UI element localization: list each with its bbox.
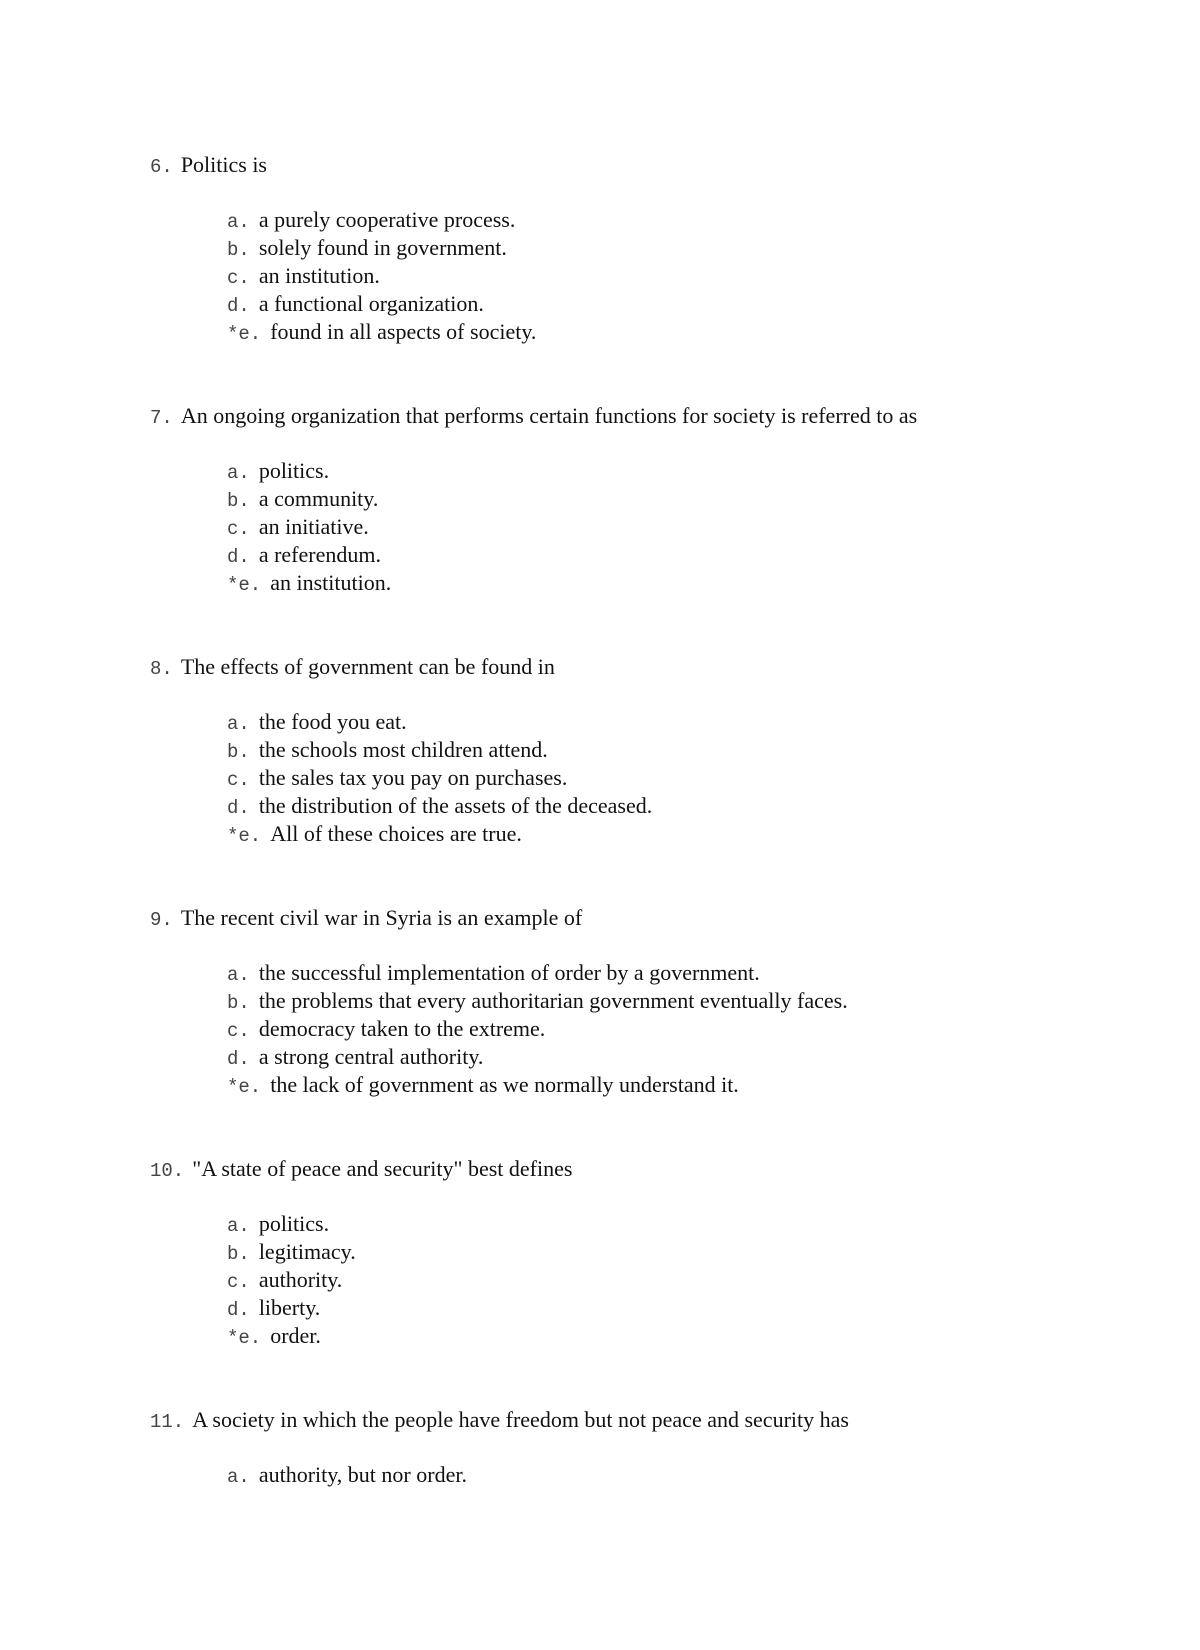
choice-label: *e.	[227, 1327, 262, 1349]
choice-text: the distribution of the assets of the deceased.	[258, 793, 653, 818]
choice-label: b.	[227, 490, 250, 512]
choice-list	[227, 1210, 1150, 1350]
choice-text: the successful implementation of order by a government.	[258, 960, 760, 985]
choice-item	[227, 234, 1150, 262]
choice-list	[227, 1461, 1150, 1489]
choice-label: b.	[227, 239, 250, 261]
choice-label: a.	[227, 462, 250, 484]
choice-text: an initiative.	[258, 514, 369, 539]
question-number: 10.	[150, 1160, 185, 1182]
choice-text: a community.	[258, 486, 379, 511]
choice-list	[227, 206, 1150, 346]
question-11	[150, 1406, 1150, 1489]
question-text: The effects of government can be found in	[180, 654, 555, 679]
choice-label: a.	[227, 211, 250, 233]
question-text: "A state of peace and security" best defines	[192, 1156, 573, 1181]
choice-text: a strong central authority.	[258, 1044, 484, 1069]
choice-label: c.	[227, 518, 250, 540]
choice-label: d.	[227, 295, 250, 317]
choice-item	[227, 513, 1150, 541]
choice-item	[227, 1015, 1150, 1043]
choice-text: authority.	[258, 1267, 343, 1292]
choice-text: solely found in government.	[258, 235, 507, 260]
choice-label: *e.	[227, 825, 262, 847]
choice-text: the sales tax you pay on purchases.	[258, 765, 568, 790]
question-7	[150, 402, 1150, 597]
choice-text: an institution.	[270, 570, 392, 595]
question-6	[150, 151, 1150, 346]
choice-list	[227, 708, 1150, 848]
choice-item	[227, 708, 1150, 736]
question-number: 9.	[150, 909, 173, 931]
choice-item	[227, 1238, 1150, 1266]
choice-text: All of these choices are true.	[270, 821, 522, 846]
choice-text: the problems that every authoritarian government eventually faces.	[258, 988, 848, 1013]
question-stem	[150, 402, 1150, 430]
choice-text: politics.	[258, 458, 330, 483]
choice-label: c.	[227, 769, 250, 791]
choice-label: *e.	[227, 574, 262, 596]
choice-item-correct	[227, 820, 1150, 848]
choice-text: a purely cooperative process.	[258, 207, 516, 232]
choice-label: d.	[227, 1299, 250, 1321]
choice-text: an institution.	[258, 263, 380, 288]
choice-list	[227, 959, 1150, 1099]
choice-text: a functional organization.	[258, 291, 484, 316]
choice-label: c.	[227, 1271, 250, 1293]
choice-text: authority, but nor order.	[258, 1462, 467, 1487]
choice-text: the food you eat.	[258, 709, 407, 734]
choice-label: c.	[227, 267, 250, 289]
choice-item	[227, 457, 1150, 485]
choice-item-correct	[227, 1071, 1150, 1099]
choice-item	[227, 1043, 1150, 1071]
question-number: 11.	[150, 1411, 185, 1433]
choice-item	[227, 206, 1150, 234]
choice-item	[227, 290, 1150, 318]
choice-item	[227, 987, 1150, 1015]
choice-label: d.	[227, 1048, 250, 1070]
choice-item	[227, 1461, 1150, 1489]
question-text: An ongoing organization that performs certain functions for society is referred to as	[180, 403, 918, 428]
choice-label: b.	[227, 992, 250, 1014]
choice-text: politics.	[258, 1211, 330, 1236]
choice-item-correct	[227, 318, 1150, 346]
choice-item	[227, 1210, 1150, 1238]
choice-text: found in all aspects of society.	[270, 319, 537, 344]
question-text: A society in which the people have freedom but not peace and security has	[192, 1407, 849, 1432]
choice-label: b.	[227, 1243, 250, 1265]
choice-label: *e.	[227, 323, 262, 345]
choice-item	[227, 792, 1150, 820]
question-stem	[150, 1155, 1150, 1183]
question-number: 8.	[150, 658, 173, 680]
choice-item	[227, 764, 1150, 792]
choice-text: the lack of government as we normally understand it.	[270, 1072, 739, 1097]
question-10	[150, 1155, 1150, 1350]
question-8	[150, 653, 1150, 848]
choice-label: c.	[227, 1020, 250, 1042]
choice-label: a.	[227, 1215, 250, 1237]
question-stem	[150, 151, 1150, 179]
choice-label: a.	[227, 964, 250, 986]
question-number: 7.	[150, 407, 173, 429]
choice-text: democracy taken to the extreme.	[258, 1016, 546, 1041]
question-number: 6.	[150, 156, 173, 178]
choice-text: a referendum.	[258, 542, 381, 567]
question-stem	[150, 904, 1150, 932]
choice-text: liberty.	[258, 1295, 321, 1320]
choice-label: a.	[227, 713, 250, 735]
choice-label: d.	[227, 546, 250, 568]
question-text: Politics is	[180, 152, 267, 177]
choice-text: the schools most children attend.	[258, 737, 548, 762]
choice-label: a.	[227, 1466, 250, 1488]
question-stem	[150, 1406, 1150, 1434]
choice-item	[227, 485, 1150, 513]
choice-label: d.	[227, 797, 250, 819]
question-9	[150, 904, 1150, 1099]
question-stem	[150, 653, 1150, 681]
choice-list	[227, 457, 1150, 597]
choice-text: legitimacy.	[258, 1239, 356, 1264]
choice-item	[227, 959, 1150, 987]
choice-text: order.	[270, 1323, 321, 1348]
choice-item	[227, 1294, 1150, 1322]
choice-item-correct	[227, 1322, 1150, 1350]
choice-item-correct	[227, 569, 1150, 597]
choice-label: *e.	[227, 1076, 262, 1098]
choice-label: b.	[227, 741, 250, 763]
choice-item	[227, 262, 1150, 290]
choice-item	[227, 1266, 1150, 1294]
choice-item	[227, 541, 1150, 569]
question-text: The recent civil war in Syria is an example of	[180, 905, 583, 930]
choice-item	[227, 736, 1150, 764]
